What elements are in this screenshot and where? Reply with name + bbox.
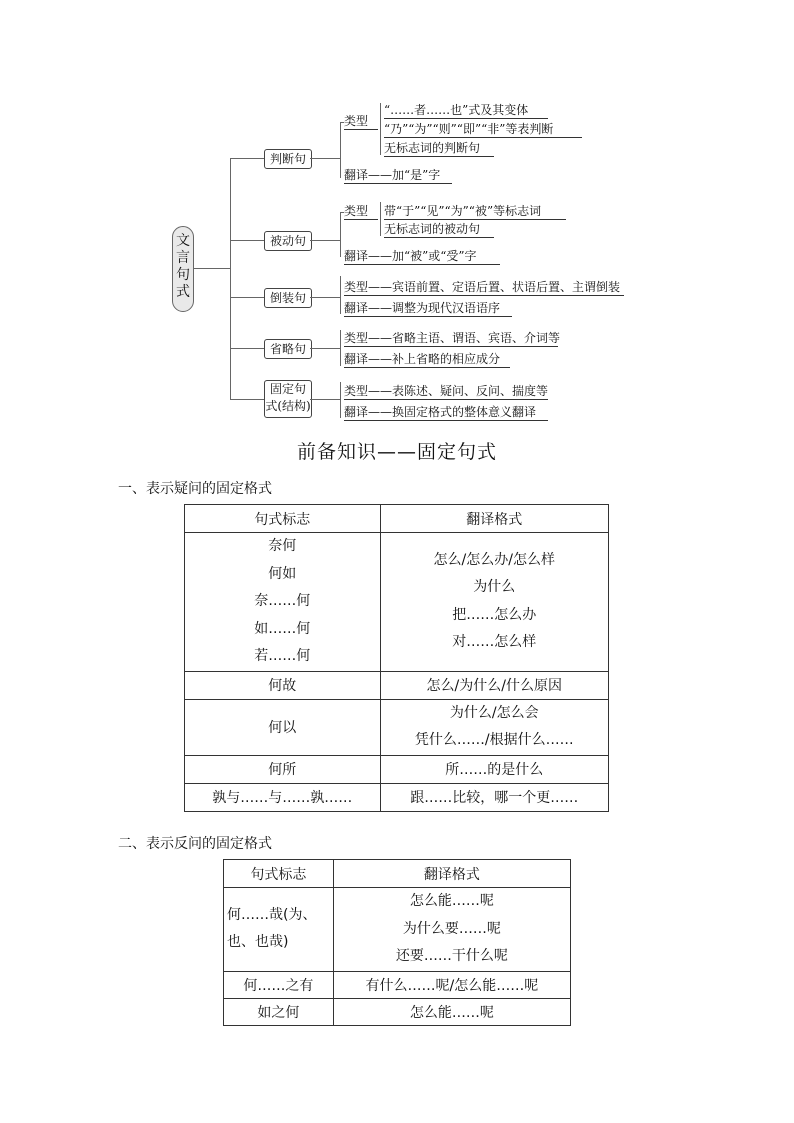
root-char: 文 xyxy=(176,233,190,249)
table-header-row xyxy=(224,860,571,888)
branch-omission: 省略句 xyxy=(264,339,312,359)
connector xyxy=(340,122,341,178)
table-row xyxy=(185,699,609,755)
translation-line: 还要……干什么呢 xyxy=(395,948,508,964)
branch-judgment: 判断句 xyxy=(264,149,312,169)
section1-heading: 一、表示疑问的固定格式 xyxy=(118,481,272,497)
marker-line: 何如 xyxy=(268,565,297,582)
translation-cell xyxy=(333,888,570,972)
judgment-type-1: “……者……也”式及其变体 xyxy=(384,103,548,119)
marker-line: 若……何 xyxy=(254,648,311,664)
marker-cell: 如之何 xyxy=(224,998,334,1025)
table-row xyxy=(185,533,609,672)
inverted-type: 类型——宾语前置、定语后置、状语后置、主谓倒装 xyxy=(344,280,624,296)
root-char: 式 xyxy=(176,284,190,300)
translation-cell: 所……的是什么 xyxy=(380,755,608,783)
rhetorical-table xyxy=(223,859,571,1026)
header-cell: 句式标志 xyxy=(185,505,381,533)
question-table xyxy=(184,504,609,812)
connector xyxy=(310,158,340,159)
judgment-type-3: 无标志词的判断句 xyxy=(384,141,494,157)
table-row xyxy=(224,998,571,1025)
connector xyxy=(310,399,340,400)
marker-cell: 何以 xyxy=(185,699,381,755)
marker-line: 奈何 xyxy=(268,538,297,554)
translation-cell xyxy=(380,533,608,672)
connector xyxy=(340,382,341,418)
table-row xyxy=(224,888,571,972)
omission-translate: 翻译——补上省略的相应成分 xyxy=(344,352,510,368)
connector xyxy=(230,399,264,400)
translation-line: 怎么能……呢 xyxy=(409,893,494,909)
translation-line: 怎么/怎么办/怎么样 xyxy=(433,551,555,568)
translation-cell: 怎么能……呢 xyxy=(333,998,570,1025)
passive-type-1: 带“于”“见”“为”“被”等标志词 xyxy=(384,204,566,220)
translation-line: 凭什么……/根据什么…… xyxy=(414,732,574,748)
fixed-translate: 翻译——换固定格式的整体意义翻译 xyxy=(344,405,548,421)
table-header-row xyxy=(185,505,609,533)
passive-type-label: 类型 xyxy=(344,204,378,220)
header-cell: 翻译格式 xyxy=(333,860,570,888)
omission-type: 类型——省略主语、谓语、宾语、介词等 xyxy=(344,331,561,345)
branch-fixed-line2: 式(结构) xyxy=(265,399,311,413)
judgment-type-2: “乃”“为”“则”“即”“非”等表判断 xyxy=(384,122,582,138)
root-char: 言 xyxy=(176,250,190,266)
translation-line: 为什么/怎么会 xyxy=(449,704,539,721)
connector xyxy=(340,276,341,314)
connector xyxy=(230,240,264,241)
inverted-translate: 翻译——调整为现代汉语语序 xyxy=(344,301,512,317)
connector xyxy=(380,103,381,155)
translation-cell: 怎么/为什么/什么原因 xyxy=(380,671,608,699)
connector xyxy=(310,348,340,349)
header-cell: 翻译格式 xyxy=(380,505,608,533)
header-cell: 句式标志 xyxy=(224,860,334,888)
translation-line: 对……怎么样 xyxy=(452,634,537,651)
fixed-type: 类型——表陈述、疑问、反问、揣度等 xyxy=(344,384,549,398)
connector xyxy=(230,297,264,298)
table-row xyxy=(185,671,609,699)
connector xyxy=(310,297,340,298)
judgment-translate: 翻译——加“是”字 xyxy=(344,168,452,184)
marker-cell: 何……之有 xyxy=(224,971,334,998)
translation-cell xyxy=(380,699,608,755)
connector xyxy=(340,330,341,366)
translation-cell: 有什么……呢/怎么能……呢 xyxy=(333,971,570,998)
root-char: 句 xyxy=(176,267,190,283)
marker-text: 何……哉(为、也、也哉) xyxy=(227,907,317,951)
translation-line: 为什么 xyxy=(473,579,516,596)
page-title: 前备知识——固定句式 xyxy=(296,441,497,463)
marker-line: 如……何 xyxy=(254,620,311,637)
passive-type-2: 无标志词的被动句 xyxy=(384,222,494,238)
branch-inverted: 倒装句 xyxy=(264,288,312,308)
connector xyxy=(230,158,264,159)
branch-fixed xyxy=(264,380,312,418)
marker-cell xyxy=(224,888,334,972)
translation-line: 把……怎么办 xyxy=(452,606,537,623)
marker-cell: 何故 xyxy=(185,671,381,699)
marker-cell: 何所 xyxy=(185,755,381,783)
branch-fixed-line1: 固定句 xyxy=(269,382,306,396)
marker-line: 奈……何 xyxy=(254,593,311,609)
connector xyxy=(310,240,340,241)
table-row xyxy=(185,783,609,811)
branch-passive: 被动句 xyxy=(264,231,312,251)
translation-cell: 跟……比较，哪一个更…… xyxy=(380,783,608,811)
mindmap-root xyxy=(172,226,194,312)
marker-cell xyxy=(185,533,381,672)
translation-line: 为什么要……呢 xyxy=(402,920,501,937)
connector xyxy=(194,268,230,269)
connector xyxy=(230,158,231,399)
connector xyxy=(230,348,264,349)
marker-cell: 孰与……与……孰…… xyxy=(185,783,381,811)
passive-translate: 翻译——加“被”或“受”字 xyxy=(344,249,500,265)
connector xyxy=(340,212,341,257)
connector xyxy=(380,202,381,236)
table-row xyxy=(185,755,609,783)
table-row xyxy=(224,971,571,998)
judgment-type-label: 类型 xyxy=(344,114,378,130)
section2-heading: 二、表示反问的固定格式 xyxy=(118,836,272,852)
